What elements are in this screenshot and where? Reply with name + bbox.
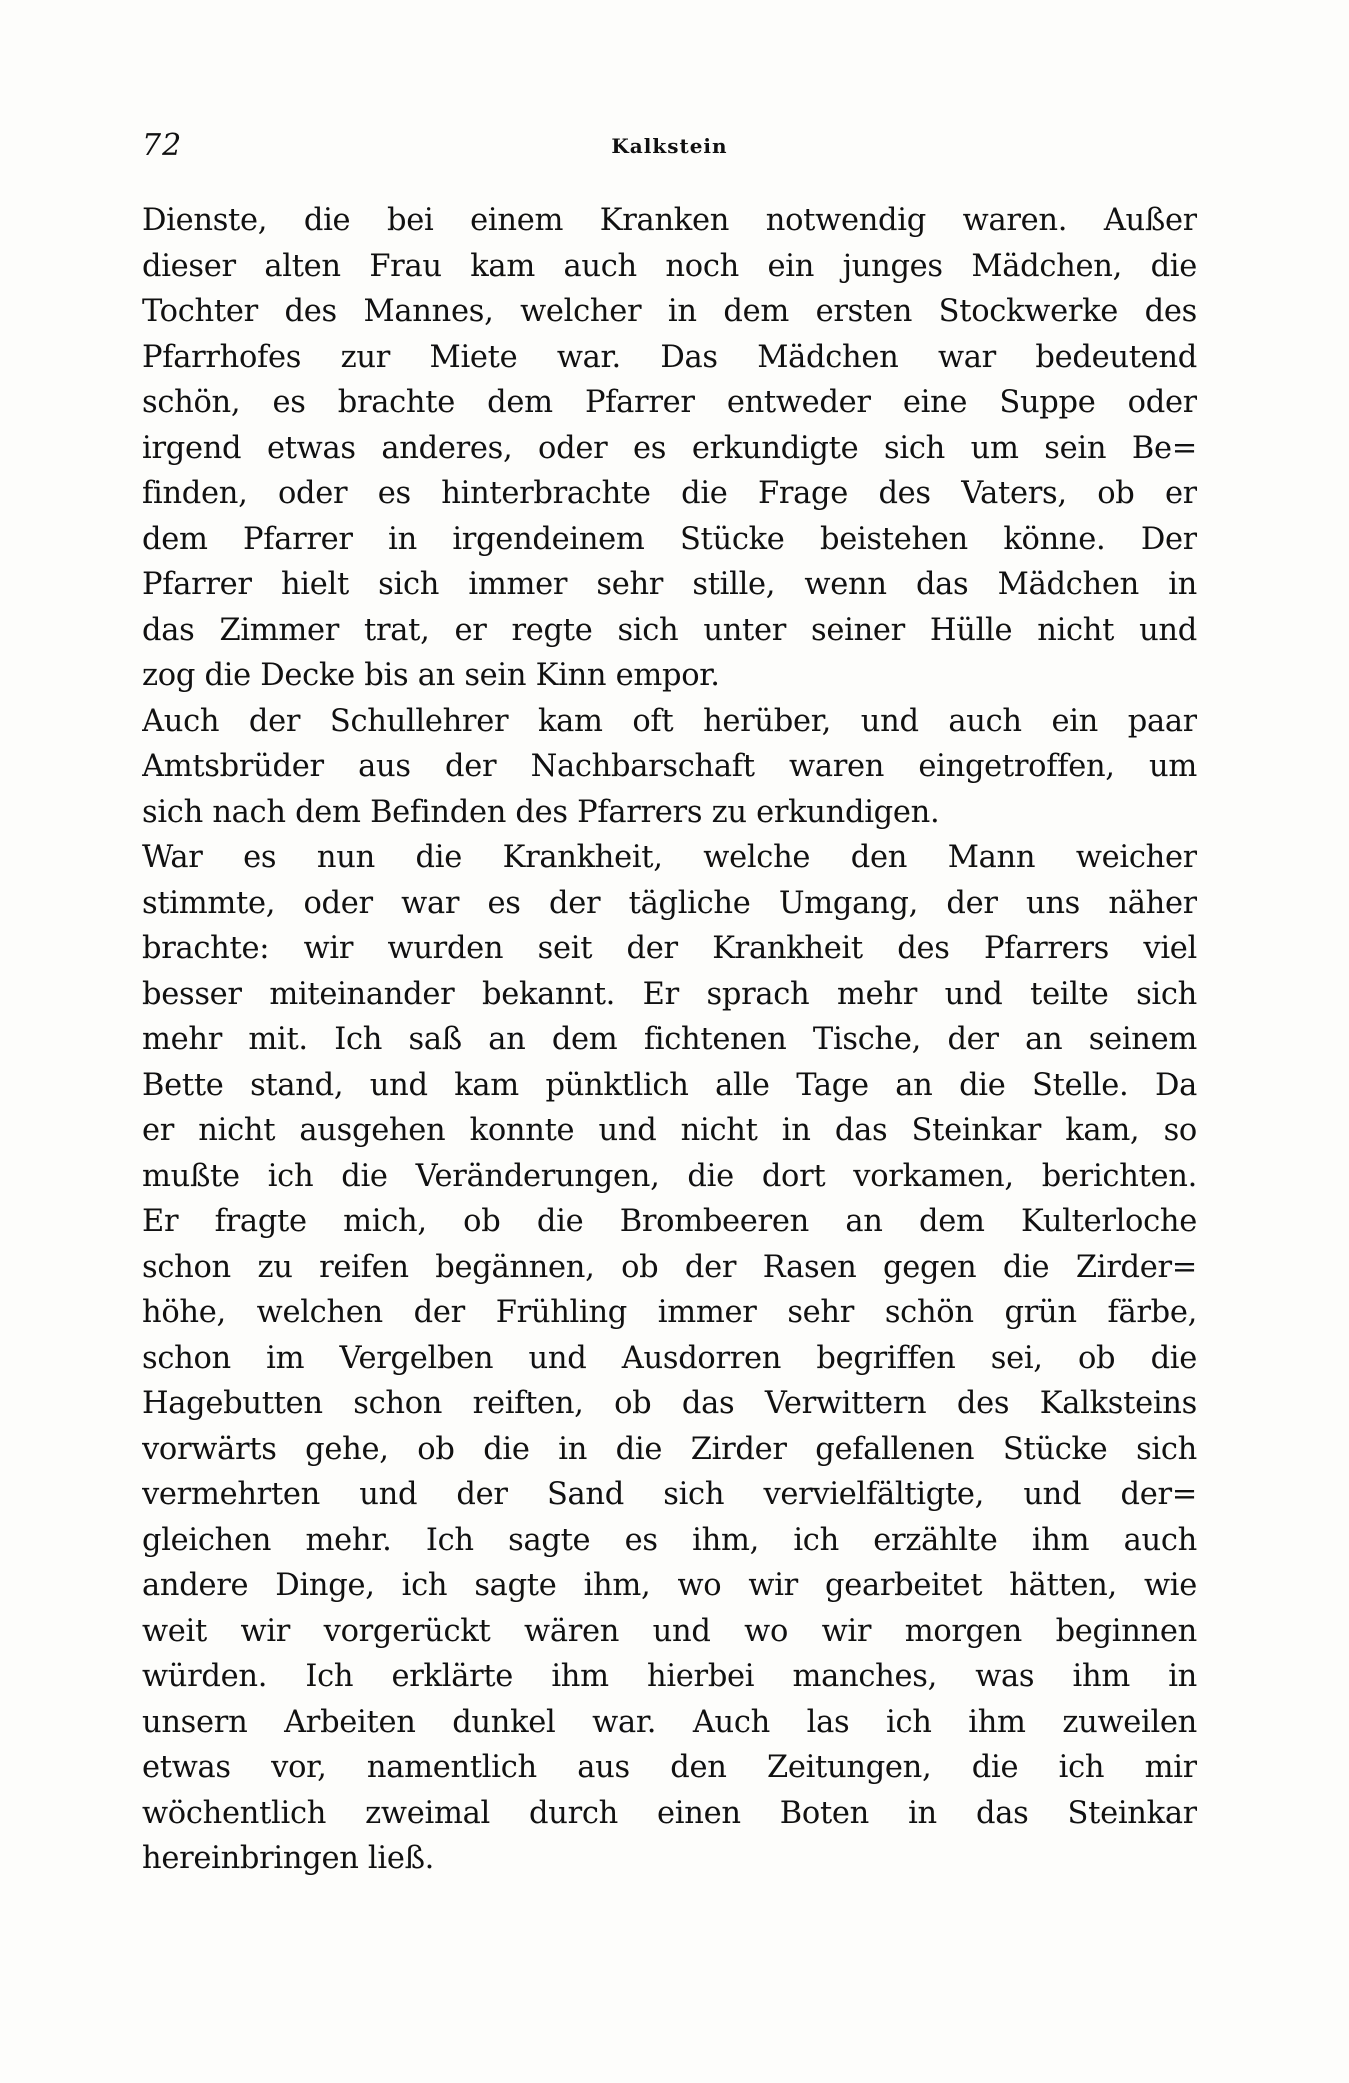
text-line: schön, es brachte dem Pfarrer entweder eine Suppe oder bbox=[142, 385, 1197, 420]
body-text bbox=[142, 198, 1197, 1882]
running-title: Kalkstein bbox=[611, 134, 728, 158]
text-line: Bette stand, und kam pünktlich alle Tage an die Stelle. Da bbox=[142, 1067, 1197, 1103]
running-head bbox=[142, 128, 1197, 168]
page-number: 72 bbox=[142, 128, 183, 163]
text-line: besser miteinander bekannt. Er sprach mehr und teilte sich bbox=[142, 976, 1197, 1012]
text-line: dem Pfarrer in irgendeinem Stücke beistehen könne. Der bbox=[142, 521, 1197, 557]
text-line: etwas vor, namentlich aus den Zeitungen, die ich mir bbox=[142, 1750, 1197, 1785]
text-line: andere Dinge, ich sagte ihm, wo wir gearbeitet hätten, wie bbox=[142, 1568, 1197, 1603]
text-line: mehr mit. Ich saß an dem fichtenen Tische, der an seinem bbox=[142, 1022, 1197, 1057]
text-line: Er fragte mich, ob die Brombeeren an dem Kulterloche bbox=[142, 1204, 1197, 1239]
text-line: wöchentlich zweimal durch einen Boten in das Steinkar bbox=[142, 1795, 1197, 1831]
text-line: War es nun die Krankheit, welche den Mann weicher bbox=[142, 840, 1197, 875]
text-line: schon zu reifen begännen, ob der Rasen gegen die Zirder= bbox=[142, 1249, 1197, 1285]
text-line: er nicht ausgehen konnte und nicht in das Steinkar kam, so bbox=[142, 1113, 1197, 1148]
text-line: höhe, welchen der Frühling immer sehr schön grün färbe, bbox=[142, 1295, 1197, 1330]
text-line: sich nach dem Befinden des Pfarrers zu erkundigen. bbox=[142, 794, 940, 830]
text-line: Amtsbrüder aus der Nachbarschaft waren eingetroffen, um bbox=[142, 749, 1197, 784]
text-line: unsern Arbeiten dunkel war. Auch las ich ihm zuweilen bbox=[142, 1704, 1197, 1740]
text-line: würden. Ich erklärte ihm hierbei manches, was ihm in bbox=[142, 1659, 1197, 1694]
text-line: stimmte, oder war es der tägliche Umgang, der uns näher bbox=[142, 885, 1197, 921]
text-line: dieser alten Frau kam auch noch ein junges Mädchen, die bbox=[142, 248, 1197, 284]
text-line: Hagebutten schon reiften, ob das Verwittern des Kalksteins bbox=[142, 1386, 1197, 1421]
text-line: vorwärts gehe, ob die in die Zirder gefallenen Stücke sich bbox=[142, 1431, 1197, 1467]
text-line: vermehrten und der Sand sich vervielfältigte, und der= bbox=[142, 1477, 1197, 1512]
text-line: irgend etwas anderes, oder es erkundigte sich um sein Be= bbox=[142, 430, 1197, 466]
text-line: zog die Decke bis an sein Kinn empor. bbox=[142, 658, 720, 693]
text-line: mußte ich die Veränderungen, die dort vorkamen, berichten. bbox=[142, 1158, 1197, 1194]
text-line: gleichen mehr. Ich sagte es ihm, ich erzählte ihm auch bbox=[142, 1522, 1197, 1558]
text-line: hereinbringen ließ. bbox=[142, 1841, 435, 1876]
text-line: finden, oder es hinterbrachte die Frage des Vaters, ob er bbox=[142, 476, 1197, 511]
text-line: Dienste, die bei einem Kranken notwendig waren. Außer bbox=[142, 203, 1197, 238]
text-line: Pfarrer hielt sich immer sehr stille, wenn das Mädchen in bbox=[142, 567, 1197, 602]
text-line: Tochter des Mannes, welcher in dem ersten Stockwerke des bbox=[142, 294, 1197, 329]
text-line: das Zimmer trat, er regte sich unter seiner Hülle nicht und bbox=[142, 612, 1197, 648]
text-line: Pfarrhofes zur Miete war. Das Mädchen war bedeutend bbox=[142, 339, 1197, 375]
text-line: Auch der Schullehrer kam oft herüber, und auch ein paar bbox=[142, 703, 1197, 739]
text-line: weit wir vorgerückt wären und wo wir morgen beginnen bbox=[142, 1613, 1197, 1649]
text-line: brachte: wir wurden seit der Krankheit des Pfarrers viel bbox=[142, 931, 1197, 966]
text-line: schon im Vergelben und Ausdorren begriffen sei, ob die bbox=[142, 1340, 1197, 1376]
